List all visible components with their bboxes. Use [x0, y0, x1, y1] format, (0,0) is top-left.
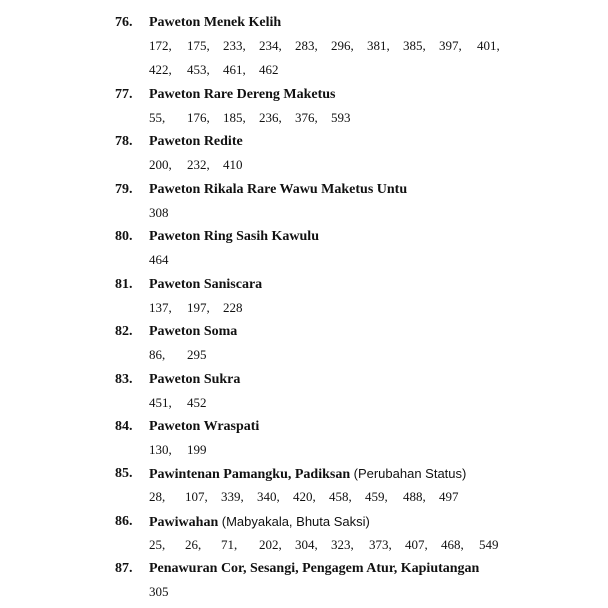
- entry-title: [149, 181, 407, 199]
- entry-title-note: (Mabyakala, Bhuta Saksi): [221, 514, 370, 529]
- page-number: 26,: [185, 537, 202, 552]
- page-number: 461,: [223, 62, 246, 77]
- page-number: 458,: [329, 489, 352, 504]
- page-number: 549: [479, 537, 499, 552]
- page-number: 422,: [149, 62, 172, 77]
- page-number: 385,: [403, 38, 426, 53]
- page-number: 452: [187, 395, 207, 410]
- page-number: 468,: [441, 537, 464, 552]
- page-number: 373,: [369, 537, 392, 552]
- page-number: 28,: [149, 489, 166, 504]
- page-number: 185,: [223, 110, 246, 125]
- page-number: 497: [439, 489, 459, 504]
- page-number: 71,: [221, 537, 238, 552]
- page-number: 175,: [187, 38, 210, 53]
- entry-title-bold: Paweton Sukra: [149, 372, 241, 387]
- entry-title-bold: Paweton Ring Sasih Kawulu: [149, 229, 319, 244]
- entry-title: [149, 418, 259, 436]
- page-number: 202,: [259, 537, 282, 552]
- page-number: 376,: [295, 110, 318, 125]
- page-number: 339,: [221, 489, 244, 504]
- entry-number: 80.: [115, 229, 133, 244]
- page-number: 228: [223, 300, 243, 315]
- entry-title-bold: Paweton Wraspati: [149, 419, 260, 434]
- entry-number: 76.: [115, 15, 133, 30]
- entry-title-bold: Paweton Menek Kelih: [149, 15, 282, 30]
- page-number: 137,: [149, 300, 172, 315]
- page-number: 451,: [149, 395, 172, 410]
- entry-title: [149, 323, 237, 341]
- entry-title: [149, 86, 336, 104]
- page-number: 176,: [187, 110, 210, 125]
- entry-title: [149, 560, 479, 578]
- page-number: 283,: [295, 38, 318, 53]
- page-number: 295: [187, 347, 207, 362]
- page-number: 340,: [257, 489, 280, 504]
- page-number: 25,: [149, 537, 166, 552]
- page-number: 420,: [293, 489, 316, 504]
- page-number: 55,: [149, 110, 166, 125]
- page-number: 197,: [187, 300, 210, 315]
- page-number: 130,: [149, 442, 172, 457]
- page-number: 236,: [259, 110, 282, 125]
- entry-title: [149, 465, 466, 484]
- entry-title: [149, 513, 370, 532]
- entry-number: 81.: [115, 277, 133, 292]
- page-number: 459,: [365, 489, 388, 504]
- page-number: 401,: [477, 38, 500, 53]
- entry-title: [149, 14, 281, 32]
- page-number: 305: [149, 584, 169, 599]
- entry-title-bold: Paweton Rare Dereng Maketus: [149, 87, 336, 102]
- entry-number: 85.: [115, 466, 133, 481]
- page-number: 86,: [149, 347, 166, 362]
- page-number: 407,: [405, 537, 428, 552]
- page-number: 232,: [187, 157, 210, 172]
- page-number: 462: [259, 62, 279, 77]
- page-number: 488,: [403, 489, 426, 504]
- page-number: 410: [223, 157, 243, 172]
- entry-title-bold: Paweton Saniscara: [149, 277, 263, 292]
- page-number: 233,: [223, 38, 246, 53]
- page-number: 453,: [187, 62, 210, 77]
- entry-number: 86.: [115, 514, 133, 529]
- entry-title-bold: Paweton Rikala Rare Wawu Maketus Untu: [149, 182, 408, 197]
- entry-title-note: (Perubahan Status): [353, 466, 467, 481]
- page-number: 464: [149, 252, 169, 267]
- entry-title: [149, 371, 240, 389]
- entry-title-bold: Paweton Soma: [149, 324, 238, 339]
- page-number: 304,: [295, 537, 318, 552]
- entry-title: [149, 133, 243, 151]
- page-number: 323,: [331, 537, 354, 552]
- page-number: 381,: [367, 38, 390, 53]
- entry-title: [149, 228, 319, 246]
- page-number: 308: [149, 205, 169, 220]
- entry-title: [149, 276, 262, 294]
- entry-number: 78.: [115, 134, 133, 149]
- entry-title-bold: Pawintenan Pamangku, Padiksan: [149, 467, 351, 482]
- entry-title-bold: Paweton Redite: [149, 134, 243, 149]
- entry-title-bold: Penawuran Cor, Sesangi, Pengagem Atur, Kapiutangan: [149, 561, 480, 576]
- entry-number: 82.: [115, 324, 133, 339]
- page-number: 200,: [149, 157, 172, 172]
- page-number: 593: [331, 110, 351, 125]
- page-number: 199: [187, 442, 207, 457]
- entry-number: 77.: [115, 87, 133, 102]
- page-number: 397,: [439, 38, 462, 53]
- entry-number: 87.: [115, 561, 133, 576]
- page-number: 172,: [149, 38, 172, 53]
- entry-number: 84.: [115, 419, 133, 434]
- page-number: 234,: [259, 38, 282, 53]
- page-number: 296,: [331, 38, 354, 53]
- entry-number: 79.: [115, 182, 133, 197]
- entry-number: 83.: [115, 372, 133, 387]
- entry-title-bold: Pawiwahan: [149, 515, 219, 530]
- page-number: 107,: [185, 489, 208, 504]
